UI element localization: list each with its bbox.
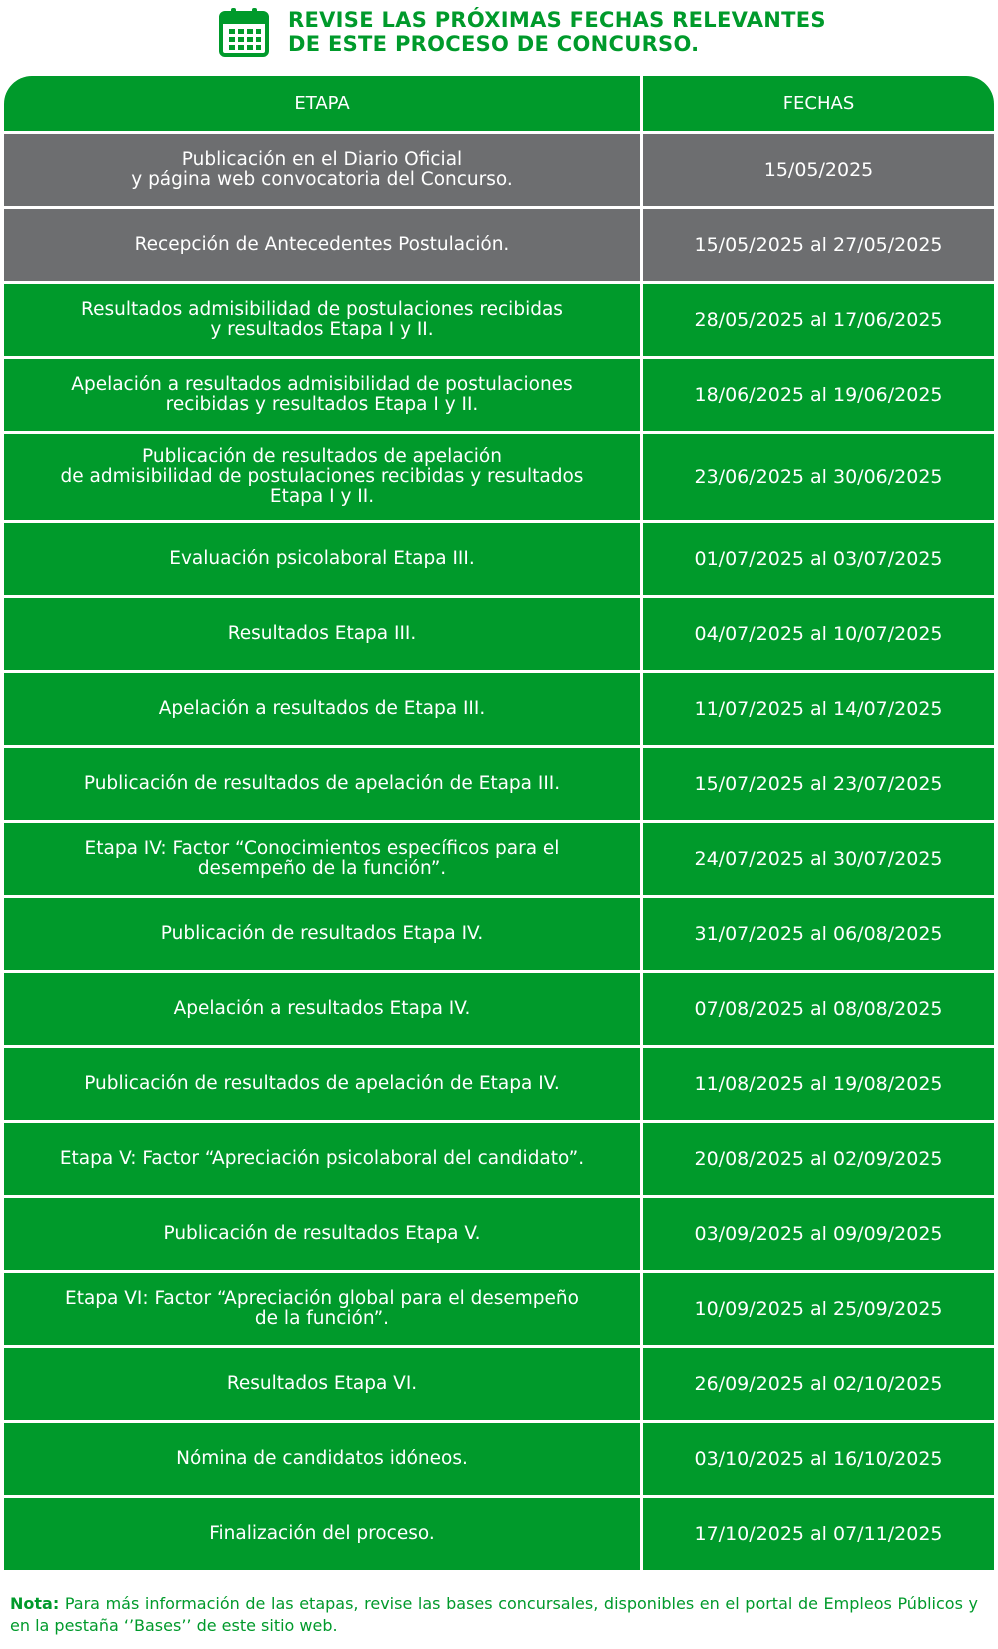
stage-line: de la función”.	[254, 1308, 390, 1329]
stage-line: Publicación de resultados Etapa V.	[163, 1223, 481, 1244]
dates-cell: 15/05/2025	[643, 134, 994, 206]
column-header-fechas: FECHAS	[643, 76, 994, 131]
stage-line: Resultados Etapa III.	[227, 623, 417, 644]
stage-cell	[4, 898, 640, 970]
title-line-1: REVISE LAS PRÓXIMAS FECHAS RELEVANTES	[288, 8, 826, 32]
stage-cell	[4, 973, 640, 1045]
table-row	[4, 359, 994, 431]
stage-line: recibidas y resultados Etapa I y II.	[165, 394, 479, 415]
column-header-etapa: ETAPA	[4, 76, 640, 131]
table-row	[4, 284, 994, 356]
dates-cell: 26/09/2025 al 02/10/2025	[643, 1348, 994, 1420]
stage-cell	[4, 673, 640, 745]
stage-line: Finalización del proceso.	[209, 1523, 435, 1544]
dates-cell: 15/05/2025 al 27/05/2025	[643, 209, 994, 281]
stage-line: Resultados admisibilidad de postulaciones recibidas	[81, 299, 563, 320]
stage-cell	[4, 1348, 640, 1420]
schedule-table	[4, 76, 994, 1573]
calendar-icon	[218, 6, 270, 58]
dates-cell: 10/09/2025 al 25/09/2025	[643, 1273, 994, 1345]
stage-line: Publicación de resultados Etapa IV.	[160, 923, 484, 944]
table-row	[4, 973, 994, 1045]
dates-cell: 24/07/2025 al 30/07/2025	[643, 823, 994, 895]
stage-cell	[4, 359, 640, 431]
stage-cell	[4, 598, 640, 670]
table-row	[4, 748, 994, 820]
table-row	[4, 1423, 994, 1495]
dates-cell: 18/06/2025 al 19/06/2025	[643, 359, 994, 431]
dates-cell: 11/07/2025 al 14/07/2025	[643, 673, 994, 745]
table-row	[4, 209, 994, 281]
stage-line: Recepción de Antecedentes Postulación.	[134, 234, 510, 255]
dates-cell: 17/10/2025 al 07/11/2025	[643, 1498, 994, 1570]
stage-line: Resultados Etapa VI.	[226, 1373, 418, 1394]
stage-cell	[4, 284, 640, 356]
stage-line: Etapa VI: Factor “Apreciación global para el desempeño	[65, 1288, 579, 1309]
stage-cell	[4, 523, 640, 595]
table-row	[4, 598, 994, 670]
table-row	[4, 134, 994, 206]
stage-cell	[4, 434, 640, 520]
footnote-text: Para más información de las etapas, revise las bases concursales, disponibles en el portal de Empleos Públicos y en la pestaña ‘’Bases’’ de este sitio web.	[10, 1594, 978, 1635]
title-line-2: DE ESTE PROCESO DE CONCURSO.	[288, 32, 700, 56]
stage-cell	[4, 1198, 640, 1270]
table-row	[4, 523, 994, 595]
stage-line: Etapa IV: Factor “Conocimientos específicos para el	[84, 838, 560, 859]
stage-line: desempeño de la función”.	[197, 858, 447, 879]
stage-line: y página web convocatoria del Concurso.	[131, 169, 513, 190]
stage-line: Apelación a resultados de Etapa III.	[158, 698, 486, 719]
stage-cell	[4, 1048, 640, 1120]
stage-cell	[4, 1498, 640, 1570]
table-row	[4, 1348, 994, 1420]
stage-cell	[4, 1423, 640, 1495]
dates-cell: 03/10/2025 al 16/10/2025	[643, 1423, 994, 1495]
dates-cell: 03/09/2025 al 09/09/2025	[643, 1198, 994, 1270]
table-row	[4, 1498, 994, 1570]
stage-line: Apelación a resultados admisibilidad de postulaciones	[71, 374, 573, 395]
dates-cell: 04/07/2025 al 10/07/2025	[643, 598, 994, 670]
table-row	[4, 1048, 994, 1120]
stage-line: y resultados Etapa I y II.	[210, 319, 434, 340]
stage-line: Apelación a resultados Etapa IV.	[173, 998, 471, 1019]
header	[218, 6, 826, 58]
dates-cell: 15/07/2025 al 23/07/2025	[643, 748, 994, 820]
stage-cell	[4, 1273, 640, 1345]
table-row	[4, 1123, 994, 1195]
footnote	[10, 1593, 978, 1637]
stage-cell	[4, 823, 640, 895]
stage-cell	[4, 748, 640, 820]
dates-cell: 11/08/2025 al 19/08/2025	[643, 1048, 994, 1120]
stage-cell	[4, 134, 640, 206]
stage-line: Publicación de resultados de apelación de Etapa IV.	[84, 1073, 560, 1094]
stage-line: Publicación en el Diario Oficial	[181, 149, 463, 170]
stage-line: Evaluación psicolaboral Etapa III.	[169, 548, 475, 569]
table-row	[4, 1273, 994, 1345]
table-row	[4, 434, 994, 520]
table-row	[4, 673, 994, 745]
footnote-label: Nota:	[10, 1594, 60, 1613]
dates-cell: 20/08/2025 al 02/09/2025	[643, 1123, 994, 1195]
dates-cell: 31/07/2025 al 06/08/2025	[643, 898, 994, 970]
stage-cell	[4, 1123, 640, 1195]
stage-line: Etapa I y II.	[269, 486, 375, 507]
table-header-row	[4, 76, 994, 131]
dates-cell: 28/05/2025 al 17/06/2025	[643, 284, 994, 356]
stage-line: Nómina de candidatos idóneos.	[176, 1448, 468, 1469]
stage-cell	[4, 209, 640, 281]
dates-cell: 23/06/2025 al 30/06/2025	[643, 434, 994, 520]
dates-cell: 07/08/2025 al 08/08/2025	[643, 973, 994, 1045]
page-title	[288, 8, 826, 56]
stage-line: Publicación de resultados de apelación de Etapa III.	[83, 773, 561, 794]
stage-line: Publicación de resultados de apelación	[142, 446, 502, 467]
dates-cell: 01/07/2025 al 03/07/2025	[643, 523, 994, 595]
table-row	[4, 898, 994, 970]
stage-line: Etapa V: Factor “Apreciación psicolaboral del candidato”.	[59, 1148, 585, 1169]
table-row	[4, 823, 994, 895]
stage-line: de admisibilidad de postulaciones recibidas y resultados	[60, 466, 584, 487]
table-row	[4, 1198, 994, 1270]
